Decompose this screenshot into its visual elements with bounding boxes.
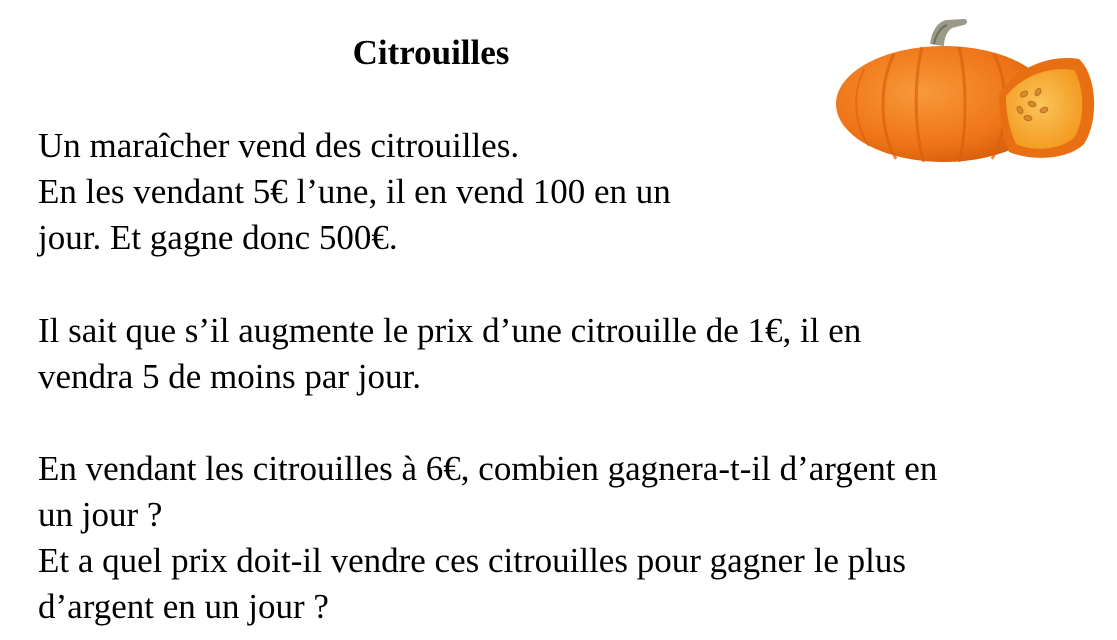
intro-line: En les vendant 5€ l’une, il en vend 100 en un (38, 172, 671, 211)
page-title: Citrouilles (352, 33, 510, 72)
question-paragraph (38, 446, 937, 630)
intro-line: Un maraîcher vend des citrouilles. (38, 126, 520, 165)
intro-line: jour. Et gagne donc 500€. (38, 218, 398, 257)
question-line: Et a quel prix doit-il vendre ces citrouilles pour gagner le plus (38, 541, 906, 580)
question-line: d’argent en un jour ? (38, 587, 329, 626)
rule-paragraph (38, 308, 861, 400)
pumpkin-icon (834, 14, 1100, 164)
rule-line: vendra 5 de moins par jour. (38, 357, 421, 396)
rule-line: Il sait que s’il augmente le prix d’une citrouille de 1€, il en (38, 311, 862, 350)
question-line: un jour ? (38, 495, 163, 534)
question-line: En vendant les citrouilles à 6€, combien gagnera-t-il d’argent en (38, 449, 938, 488)
intro-paragraph (38, 123, 671, 261)
